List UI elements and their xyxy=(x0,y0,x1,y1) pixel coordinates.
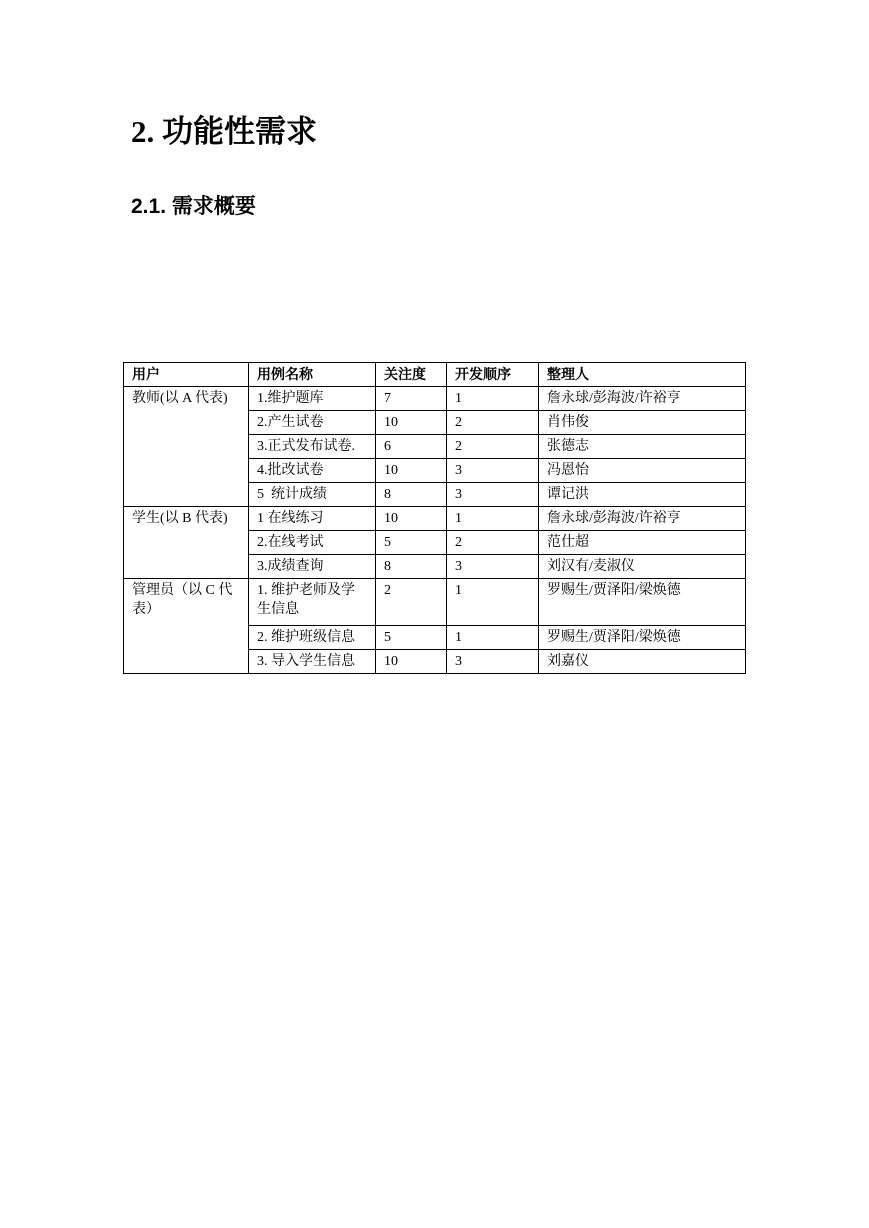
subsection-heading: 2.1. 需求概要 xyxy=(131,195,256,218)
order-cell: 3 xyxy=(447,650,539,674)
organizer-cell: 谭记洪 xyxy=(539,483,746,507)
section-heading: 2. 功能性需求 xyxy=(131,114,317,149)
order-cell: 1 xyxy=(447,387,539,411)
header-organizer: 整理人 xyxy=(539,363,746,387)
organizer-cell: 詹永球/彭海波/许裕亨 xyxy=(539,387,746,411)
usecase-cell: 4.批改试卷 xyxy=(249,459,376,483)
organizer-cell: 刘汉有/麦淑仪 xyxy=(539,555,746,579)
usecase-cell: 3.成绩查询 xyxy=(249,555,376,579)
attention-cell: 6 xyxy=(376,435,447,459)
attention-cell: 7 xyxy=(376,387,447,411)
usecase-cell: 3. 导入学生信息 xyxy=(249,650,376,674)
attention-cell: 10 xyxy=(376,411,447,435)
organizer-cell: 詹永球/彭海波/许裕亨 xyxy=(539,507,746,531)
order-cell: 1 xyxy=(447,507,539,531)
organizer-cell: 张德志 xyxy=(539,435,746,459)
usecase-cell: 3.正式发布试卷. xyxy=(249,435,376,459)
order-cell: 3 xyxy=(447,459,539,483)
usecase-cell: 1.维护题库 xyxy=(249,387,376,411)
header-order: 开发顺序 xyxy=(447,363,539,387)
usecase-cell: 2.产生试卷 xyxy=(249,411,376,435)
requirements-table xyxy=(123,362,746,674)
attention-cell: 5 xyxy=(376,626,447,650)
user-cell: 管理员（以 C 代表） xyxy=(124,579,249,674)
table-header-row xyxy=(124,363,746,387)
header-usecase: 用例名称 xyxy=(249,363,376,387)
attention-cell: 2 xyxy=(376,579,447,626)
attention-cell: 10 xyxy=(376,459,447,483)
organizer-cell: 罗赐生/贾泽阳/梁焕德 xyxy=(539,579,746,626)
table-row xyxy=(124,507,746,531)
order-cell: 1 xyxy=(447,579,539,626)
order-cell: 1 xyxy=(447,626,539,650)
attention-cell: 5 xyxy=(376,531,447,555)
organizer-cell: 罗赐生/贾泽阳/梁焕德 xyxy=(539,626,746,650)
order-cell: 2 xyxy=(447,531,539,555)
usecase-cell: 1. 维护老师及学生信息 xyxy=(249,579,376,626)
table-row xyxy=(124,579,746,626)
user-cell: 教师(以 A 代表) xyxy=(124,387,249,507)
attention-cell: 10 xyxy=(376,507,447,531)
organizer-cell: 肖伟俊 xyxy=(539,411,746,435)
usecase-cell: 1 在线练习 xyxy=(249,507,376,531)
attention-cell: 8 xyxy=(376,555,447,579)
usecase-cell: 2. 维护班级信息 xyxy=(249,626,376,650)
organizer-cell: 范仕超 xyxy=(539,531,746,555)
header-attention: 关注度 xyxy=(376,363,447,387)
user-cell: 学生(以 B 代表) xyxy=(124,507,249,579)
table-row xyxy=(124,387,746,411)
usecase-cell: 5 统计成绩 xyxy=(249,483,376,507)
attention-cell: 10 xyxy=(376,650,447,674)
order-cell: 3 xyxy=(447,483,539,507)
attention-cell: 8 xyxy=(376,483,447,507)
order-cell: 2 xyxy=(447,435,539,459)
usecase-cell: 2.在线考试 xyxy=(249,531,376,555)
order-cell: 3 xyxy=(447,555,539,579)
header-user: 用户 xyxy=(124,363,249,387)
order-cell: 2 xyxy=(447,411,539,435)
organizer-cell: 刘嘉仪 xyxy=(539,650,746,674)
organizer-cell: 冯恩怡 xyxy=(539,459,746,483)
